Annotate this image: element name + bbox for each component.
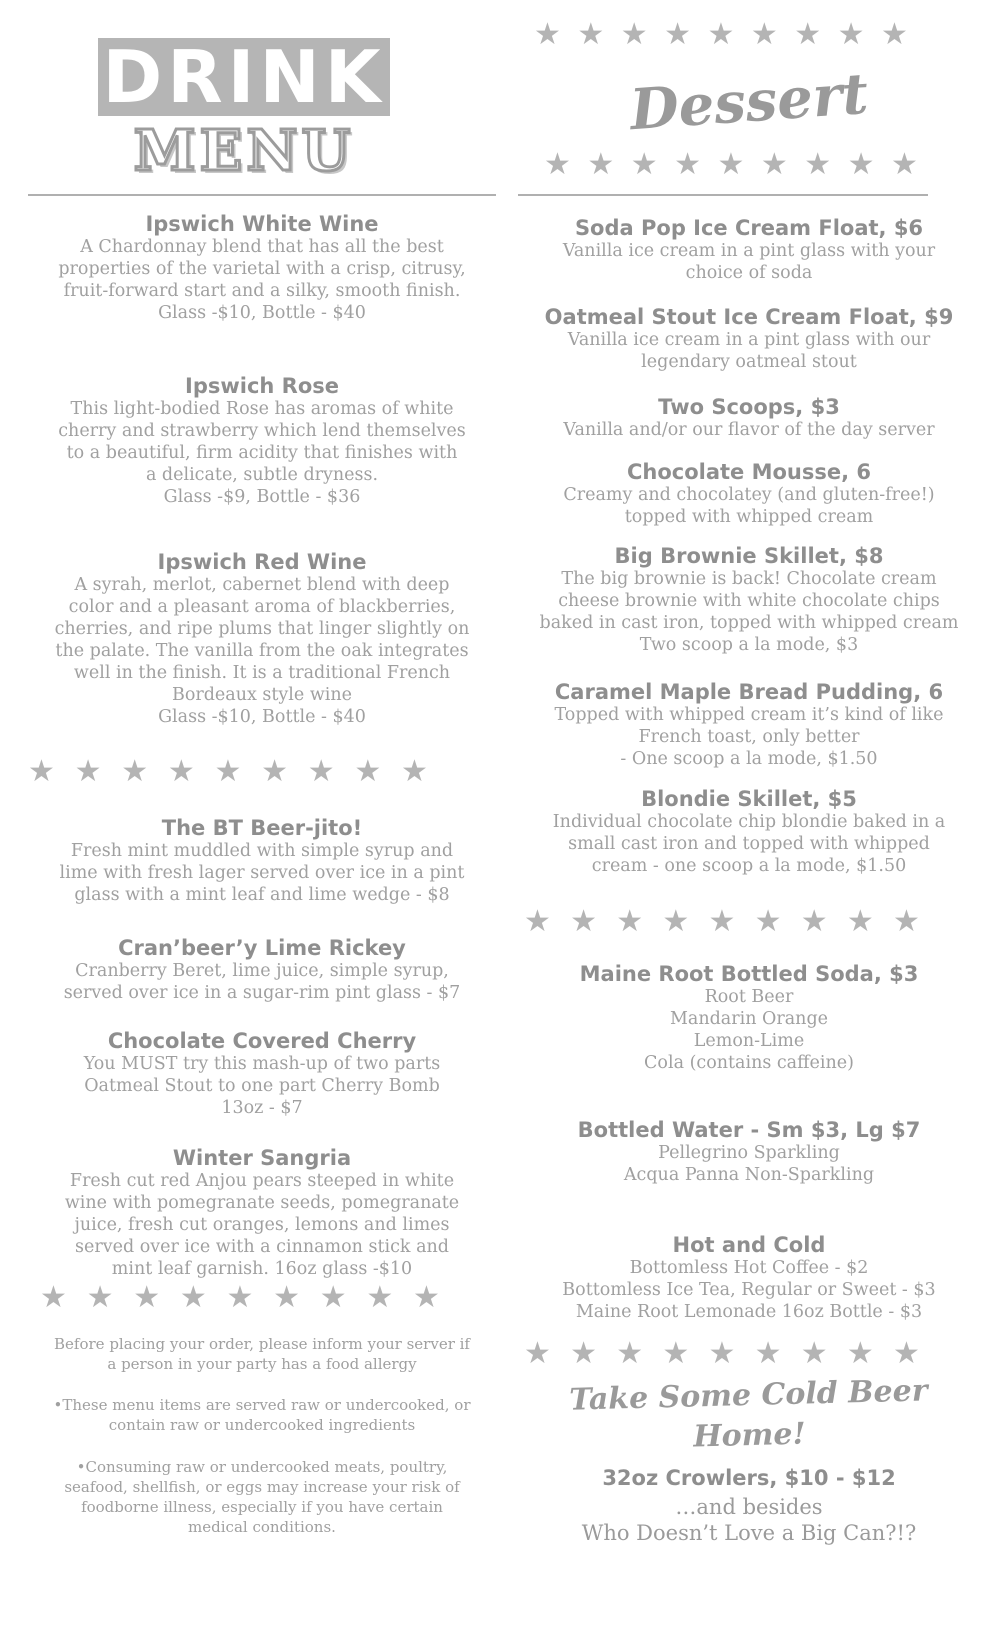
- dessert-item: [518, 460, 980, 528]
- star-icon: ★: [413, 1280, 440, 1315]
- star-icon: ★: [662, 904, 690, 939]
- drink-name: Cran’beer’y Lime Rickey: [118, 936, 406, 960]
- star-icon: ★: [630, 147, 658, 182]
- crowlers-price: 32oz Crowlers, $10 - $12: [602, 1466, 896, 1490]
- star-icon: ★: [366, 1280, 394, 1315]
- dessert-desc-line: The big brownie is back! Chocolate cream: [561, 569, 937, 589]
- beverage-line: Bottomless Hot Coffee - $2: [629, 1258, 869, 1278]
- beverage-name: Hot and Cold: [672, 1233, 826, 1257]
- menu-word: MENU: [133, 118, 355, 184]
- drink-item: [28, 816, 496, 906]
- drink-desc-line: juice, fresh cut oranges, lemons and limes: [74, 1215, 450, 1235]
- drink-desc-line: the palate. The vanilla from the oak integrates: [55, 641, 469, 661]
- star-icon: ★: [837, 17, 865, 52]
- note-line: •These menu items are served raw or undercooked, or: [53, 1396, 471, 1414]
- star-icon: ★: [893, 1336, 920, 1371]
- dessert-desc-line: baked in cast iron, topped with whipped cream: [539, 613, 959, 633]
- star-icon: ★: [800, 1336, 828, 1371]
- drink-desc-line: Cranberry Beret, lime juice, simple syrup,: [75, 961, 449, 981]
- tagline-line: …and besides: [675, 1495, 823, 1519]
- star-divider: [28, 755, 428, 789]
- drink-word: DRINK: [98, 38, 390, 116]
- star-icon: ★: [319, 1280, 347, 1315]
- beverage-item: [518, 1118, 980, 1186]
- dessert-desc-line: small cast iron and topped with whipped: [568, 834, 930, 854]
- drink-desc-line: served over ice in a sugar-rim pint glass - $7: [63, 983, 461, 1003]
- beverage-name: Maine Root Bottled Soda, $3: [579, 962, 919, 986]
- beverage-line: Mandarin Orange: [669, 1009, 829, 1029]
- star-icon: ★: [524, 1336, 551, 1371]
- drink-desc-line: properties of the varietal with a crisp, citrusy,: [58, 259, 466, 279]
- beverage-item: [518, 962, 980, 1074]
- dessert-desc-line: French toast, only better: [638, 727, 860, 747]
- star-icon: ★: [570, 1336, 598, 1371]
- drink-desc-line: served over ice with a cinnamon stick and: [75, 1237, 449, 1257]
- dessert-desc-line: Vanilla ice cream in a pint glass with our: [567, 330, 931, 350]
- drink-price: Glass -$9, Bottle - $36: [163, 487, 361, 507]
- drink-divider: [28, 194, 496, 196]
- dessert-item: [518, 395, 980, 441]
- star-icon: ★: [664, 17, 692, 52]
- star-icon: ★: [261, 754, 289, 789]
- drink-name: Chocolate Covered Cherry: [107, 1029, 417, 1053]
- beverage-line: Pellegrino Sparkling: [658, 1143, 840, 1163]
- beverage-line: Maine Root Lemonade 16oz Bottle - $3: [575, 1302, 923, 1322]
- dessert-divider: [518, 194, 928, 196]
- star-icon: ★: [354, 754, 382, 789]
- star-icon: ★: [717, 147, 745, 182]
- drink-desc-line: cherry and strawberry which lend themselves: [58, 421, 466, 441]
- star-icon: ★: [754, 904, 782, 939]
- note-line: medical conditions.: [188, 1518, 336, 1536]
- dessert-item: [518, 305, 980, 373]
- dessert-name: Soda Pop Ice Cream Float, $6: [574, 216, 924, 240]
- star-icon: ★: [524, 904, 551, 939]
- star-icon: ★: [74, 754, 102, 789]
- star-icon: ★: [620, 17, 648, 52]
- drink-desc-line: fruit-forward start and a silky, smooth finish.: [63, 281, 461, 301]
- star-icon: ★: [662, 1336, 690, 1371]
- dessert-name: Chocolate Mousse, 6: [626, 460, 872, 484]
- star-icon: ★: [847, 147, 875, 182]
- drink-item: [28, 1146, 496, 1280]
- drink-desc-line: a delicate, subtle dryness.: [145, 465, 379, 485]
- dessert-desc-line: cream - one scoop a la mode, $1.50: [591, 856, 907, 876]
- raw-food-note: [28, 1395, 496, 1435]
- star-icon: ★: [307, 754, 335, 789]
- star-icon: ★: [167, 754, 195, 789]
- star-icon: ★: [881, 17, 908, 52]
- star-icon: ★: [401, 754, 428, 789]
- dessert-desc-line: Topped with whipped cream it’s kind of like: [554, 705, 944, 725]
- drink-desc-line: glass with a mint leaf and lime wedge - $8: [74, 885, 450, 905]
- dessert-desc-line: Two scoop a la mode, $3: [639, 635, 859, 655]
- beverage-line: Bottomless Ice Tea, Regular or Sweet - $3: [562, 1280, 936, 1300]
- dessert-item: [518, 680, 980, 770]
- consumer-advisory-note: [28, 1457, 496, 1537]
- dessert-desc-line: cheese brownie with white chocolate chips: [558, 591, 940, 611]
- drink-item: [28, 1029, 496, 1119]
- drink-item: [28, 212, 496, 324]
- star-icon: ★: [754, 1336, 782, 1371]
- dessert-item: [518, 216, 980, 284]
- dessert-desc-line: - One scoop a la mode, $1.50: [620, 749, 878, 769]
- star-icon: ★: [616, 1336, 644, 1371]
- note-line: •Consuming raw or undercooked meats, poultry,: [76, 1458, 448, 1476]
- drink-price: Glass -$10, Bottle - $40: [158, 707, 366, 727]
- star-icon: ★: [570, 904, 598, 939]
- drink-desc-line: A Chardonnay blend that has all the best: [80, 237, 444, 257]
- dessert-name: Big Brownie Skillet, $8: [614, 544, 884, 568]
- drink-desc-line: This light-bodied Rose has aromas of white: [70, 399, 454, 419]
- star-icon: ★: [846, 1336, 874, 1371]
- drink-item: [28, 550, 496, 728]
- dessert-desc-line: topped with whipped cream: [624, 507, 874, 527]
- star-icon: ★: [587, 147, 615, 182]
- dessert-desc-line: Vanilla and/or our flavor of the day server: [563, 420, 935, 440]
- beverage-line: Acqua Panna Non-Sparkling: [623, 1165, 875, 1185]
- dessert-item: [518, 787, 980, 877]
- dessert-title: Dessert: [627, 60, 871, 144]
- note-line: foodborne illness, especially if you have certain: [81, 1498, 443, 1516]
- star-icon: ★: [577, 17, 605, 52]
- drink-desc-line: Oatmeal Stout to one part Cherry Bomb: [84, 1076, 440, 1096]
- star-icon: ★: [760, 147, 788, 182]
- drink-menu-heading: [98, 35, 390, 184]
- star-icon: ★: [750, 17, 778, 52]
- drink-name: The BT Beer-jito!: [161, 816, 363, 840]
- drink-desc-line: to a beautiful, firm acidity that finishes with: [66, 443, 458, 463]
- dessert-name: Caramel Maple Bread Pudding, 6: [554, 680, 944, 704]
- dessert-desc-line: Vanilla ice cream in a pint glass with your: [562, 241, 936, 261]
- star-icon: ★: [28, 754, 55, 789]
- dessert-name: Two Scoops, $3: [658, 395, 840, 419]
- take-home-title: Take Some Cold Beer Home!: [568, 1373, 928, 1455]
- note-line: Before placing your order, please inform your server if: [54, 1335, 470, 1353]
- tagline-line: Who Doesn’t Love a Big Can?!?: [581, 1521, 917, 1545]
- drink-name: Ipswich White Wine: [145, 212, 379, 236]
- drink-desc-line: lime with fresh lager served over ice in a pint: [59, 863, 465, 883]
- drink-desc-line: Fresh cut red Anjou pears steeped in white: [69, 1171, 455, 1191]
- star-icon: ★: [674, 147, 702, 182]
- dessert-desc-line: choice of soda: [685, 263, 813, 283]
- drink-desc-line: mint leaf garnish. 16oz glass -$10: [111, 1259, 413, 1279]
- drink-name: Winter Sangria: [172, 1146, 352, 1170]
- beverage-line: Lemon-Lime: [693, 1031, 805, 1051]
- star-icon: ★: [794, 17, 822, 52]
- star-icon: ★: [214, 754, 242, 789]
- star-icon: ★: [86, 1280, 114, 1315]
- drink-desc-line: well in the finish. It is a traditional French: [73, 663, 451, 683]
- drink-desc-line: cherries, and ripe plums that linger slightly on: [54, 619, 470, 639]
- star-icon: ★: [534, 17, 561, 52]
- star-icon: ★: [800, 904, 828, 939]
- drink-name: Ipswich Rose: [185, 374, 339, 398]
- note-line: seafood, shellfish, or eggs may increase your risk of: [64, 1478, 460, 1496]
- star-icon: ★: [708, 1336, 736, 1371]
- drink-price: Glass -$10, Bottle - $40: [158, 303, 366, 323]
- star-icon: ★: [40, 1280, 67, 1315]
- star-icon: ★: [708, 904, 736, 939]
- drink-item: [28, 936, 496, 1004]
- drink-desc-line: wine with pomegranate seeds, pomegranate: [64, 1193, 460, 1213]
- allergy-note: [28, 1334, 496, 1374]
- dessert-item: [518, 544, 980, 656]
- dessert-name: Oatmeal Stout Ice Cream Float, $9: [544, 305, 954, 329]
- drink-desc-line: Fresh mint muddled with simple syrup and: [70, 841, 454, 861]
- star-divider: [524, 905, 920, 939]
- star-icon: ★: [707, 17, 735, 52]
- star-icon: ★: [804, 147, 832, 182]
- star-icon: ★: [544, 147, 571, 182]
- star-icon: ★: [616, 904, 644, 939]
- star-divider: [544, 148, 918, 182]
- take-home-section: [518, 1373, 980, 1546]
- dessert-desc-line: Individual chocolate chip blondie baked in a: [552, 812, 946, 832]
- drink-desc-line: You MUST try this mash-up of two parts: [83, 1054, 441, 1074]
- star-divider: [534, 18, 908, 52]
- star-icon: ★: [846, 904, 874, 939]
- note-line: a person in your party has a food allergy: [107, 1355, 417, 1373]
- star-icon: ★: [891, 147, 918, 182]
- drink-desc-line: color and a pleasant aroma of blackberries,: [68, 597, 456, 617]
- star-icon: ★: [273, 1280, 301, 1315]
- beverage-item: [518, 1233, 980, 1323]
- star-icon: ★: [121, 754, 149, 789]
- star-icon: ★: [893, 904, 920, 939]
- drink-desc-line: Bordeaux style wine: [171, 685, 353, 705]
- drink-item: [28, 374, 496, 508]
- star-divider: [40, 1281, 440, 1315]
- star-icon: ★: [226, 1280, 254, 1315]
- star-icon: ★: [179, 1280, 207, 1315]
- drink-price: 13oz - $7: [221, 1098, 303, 1118]
- drink-desc-line: A syrah, merlot, cabernet blend with deep: [74, 575, 450, 595]
- beverage-line: Root Beer: [704, 987, 794, 1007]
- dessert-desc-line: Creamy and chocolatey (and gluten-free!): [563, 485, 935, 505]
- star-icon: ★: [133, 1280, 161, 1315]
- beverage-name: Bottled Water - Sm $3, Lg $7: [577, 1118, 921, 1142]
- dessert-desc-line: legendary oatmeal stout: [641, 352, 857, 372]
- note-line: contain raw or undercooked ingredients: [108, 1416, 416, 1434]
- beverage-line: Cola (contains caffeine): [644, 1053, 854, 1073]
- drink-name: Ipswich Red Wine: [157, 550, 367, 574]
- dessert-name: Blondie Skillet, $5: [641, 787, 857, 811]
- star-divider: [524, 1337, 920, 1371]
